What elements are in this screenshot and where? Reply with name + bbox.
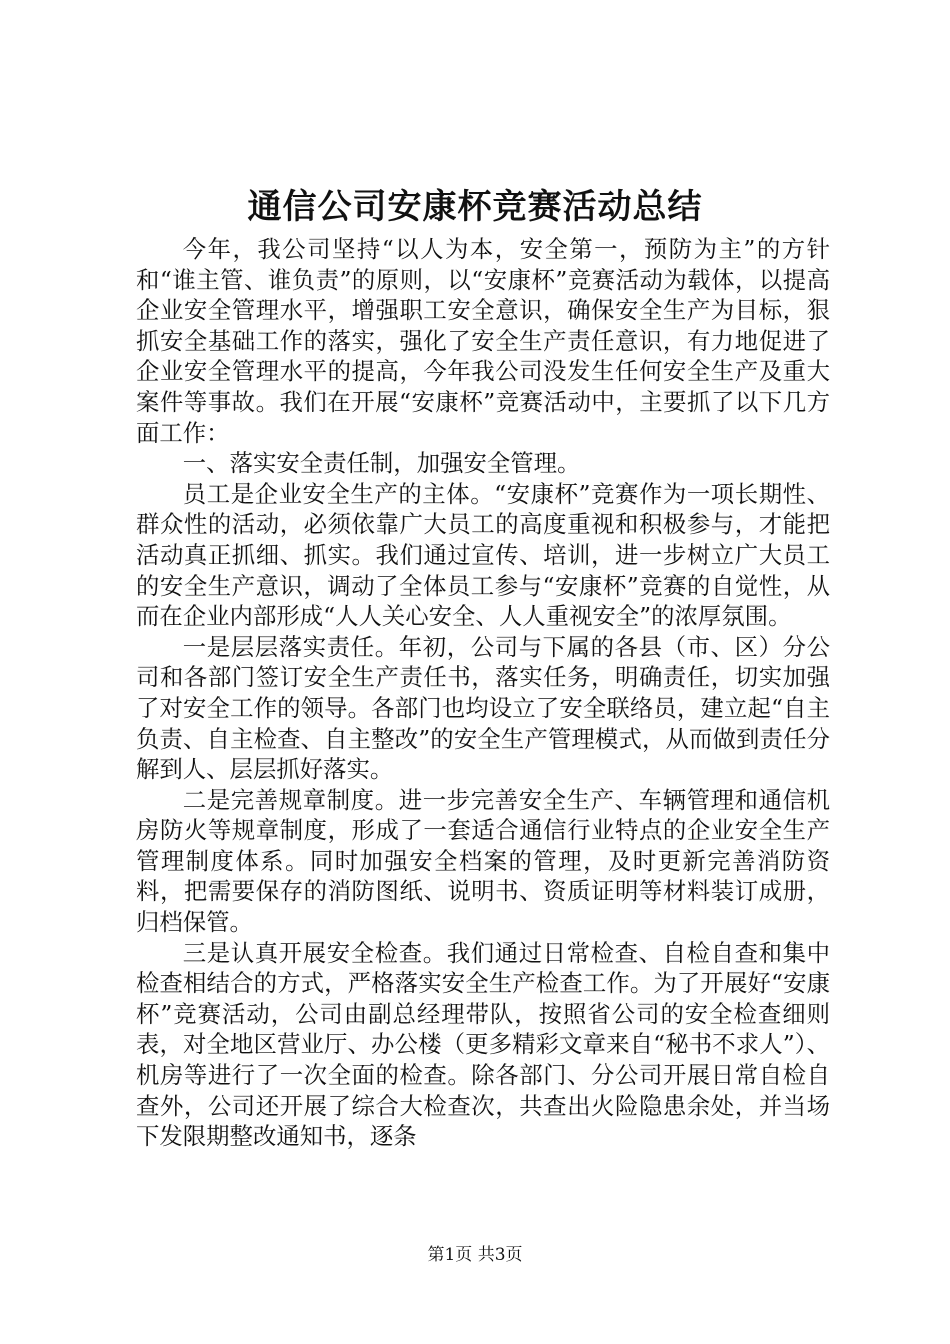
paragraph-intro: 今年，我公司坚持“以人为本，安全第一，预防为主”的方针和“谁主管、谁负责”的原则，以“安康杯”竞赛活动为载体，以提高企业安全管理水平，增强职工安全意识，确保安全生产为目标，狠抓安全基础工作的落实，强化了安全生产责任意识，有力地促进了企业安全管理水平的提高，今年我公司没发生任何安全生产及重大案件等事故。我们在开展“安康杯”竞赛活动中，主要抓了以下几方面工作： [136,235,830,447]
paragraph-employees: 员工是企业安全生产的主体。“安康杯”竞赛作为一项长期性、群众性的活动，必须依靠广大员工的高度重视和积极参与，才能把活动真正抓细、抓实。我们通过宣传、培训，进一步树立广大员工的安全生产意识，调动了全体员工参与“安康杯”竞赛的自觉性，从而在企业内部形成“人人关心安全、人人重视安全”的浓厚氛围。 [136,479,830,631]
paragraph-regulations: 二是完善规章制度。进一步完善安全生产、车辆管理和通信机房防火等规章制度，形成了一套适合通信行业特点的企业安全生产管理制度体系。同时加强安全档案的管理，及时更新完善消防资料，把需要保存的消防图纸、说明书、资质证明等材料装订成册，归档保管。 [136,785,830,937]
paragraph-responsibility: 一是层层落实责任。年初，公司与下属的各县（市、区）分公司和各部门签订安全生产责任书，落实任务，明确责任，切实加强了对安全工作的领导。各部门也均设立了安全联络员，建立起“自主负责、自主检查、自主整改”的安全生产管理模式，从而做到责任分解到人、层层抓好落实。 [136,632,830,784]
document-body [136,234,830,1152]
paragraph-inspection: 三是认真开展安全检查。我们通过日常检查、自检自查和集中检查相结合的方式，严格落实安全生产检查工作。为了开展好“安康杯”竞赛活动，公司由副总经理带队，按照省公司的安全检查细则表，对全地区营业厅、办公楼（更多精彩文章来自“秘书不求人”）、机房等进行了一次全面的检查。除各部门、分公司开展日常自检自查外，公司还开展了综合大检查次，共查出火险隐患余处，并当场下发限期整改通知书，逐条 [136,938,830,1151]
document-title: 通信公司安康杯竞赛活动总结 [247,187,703,227]
section-heading-1: 一、落实安全责任制，加强安全管理。 [182,449,581,478]
page-footer: 第1页 共3页 [427,1245,523,1265]
